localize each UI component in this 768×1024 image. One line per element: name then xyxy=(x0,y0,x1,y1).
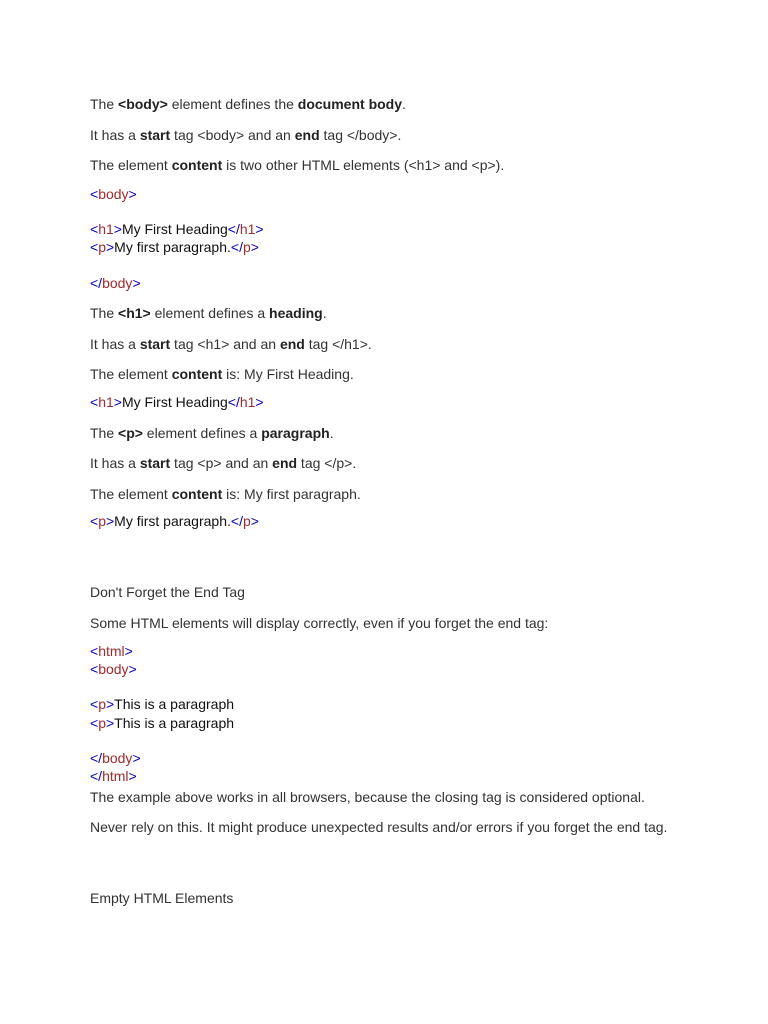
bold-run: start xyxy=(139,455,171,471)
h1-code-line xyxy=(90,393,264,411)
code-tag-name: html xyxy=(102,768,129,784)
code-bracket: > xyxy=(124,643,133,659)
h1-intro-text xyxy=(90,304,327,322)
code-tag-name: body xyxy=(102,275,133,291)
code-bracket: < xyxy=(90,715,99,731)
end-tag-intro: Some HTML elements will display correctly, even if you forget the end tag: xyxy=(90,615,549,631)
code-tag-name: p xyxy=(98,715,106,731)
code-h1-line xyxy=(90,220,264,238)
code-bracket: </ xyxy=(230,513,243,529)
bold-run: start xyxy=(139,336,171,352)
code-tag-name: p xyxy=(242,239,251,255)
bold-run: content xyxy=(171,366,223,382)
code-text: This is a paragraph xyxy=(114,696,235,712)
code-tag-name: body xyxy=(102,750,133,766)
code-bracket: > xyxy=(105,239,115,255)
text-run: tag </p>. xyxy=(297,455,357,471)
bold-run: <body> xyxy=(118,96,168,112)
code-p1-line xyxy=(90,695,234,713)
code-text: My First Heading xyxy=(121,394,228,410)
text-run: tag <body> and an xyxy=(170,127,295,143)
text-run: tag </h1>. xyxy=(304,336,372,352)
code-bracket: </ xyxy=(230,239,243,255)
text-run: . xyxy=(322,305,327,321)
code-bracket: < xyxy=(90,513,99,529)
text-run: The element xyxy=(90,366,172,382)
p-start-end-text xyxy=(90,454,356,472)
code-tag-name: p xyxy=(242,513,251,529)
code-text: My First Heading xyxy=(121,221,228,237)
code-bracket: > xyxy=(128,661,137,677)
code-close-html xyxy=(90,767,137,785)
text-run: element defines a xyxy=(142,425,262,441)
text-run: The xyxy=(90,96,119,112)
bold-run: content xyxy=(171,486,223,502)
text-run: . xyxy=(329,425,334,441)
code-open-body-2 xyxy=(90,660,137,678)
code-tag-name: body xyxy=(98,186,129,202)
body-start-end-text xyxy=(90,126,401,144)
code-text: This is a paragraph xyxy=(114,715,235,731)
code-tag-name: h1 xyxy=(98,394,114,410)
code-bracket: > xyxy=(128,768,137,784)
text-run: It has a xyxy=(90,127,140,143)
text-run: element defines the xyxy=(167,96,298,112)
code-tag-name: h1 xyxy=(239,394,256,410)
code-bracket: < xyxy=(90,394,99,410)
text-run: tag <h1> and an xyxy=(170,336,280,352)
code-tag-name: p xyxy=(98,239,106,255)
code-text: My first paragraph. xyxy=(114,513,231,529)
code-bracket: < xyxy=(90,643,99,659)
code-bracket: </ xyxy=(90,275,103,291)
bold-run: end xyxy=(279,336,305,352)
bold-run: end xyxy=(294,127,320,143)
bold-run: start xyxy=(139,127,171,143)
code-tag-name: p xyxy=(98,513,106,529)
p-content-text xyxy=(90,485,361,503)
text-run: The xyxy=(90,425,119,441)
code-open-body xyxy=(90,185,137,203)
text-run: It has a xyxy=(90,455,140,471)
end-tag-note-1: The example above works in all browsers, because the closing tag is considered optional. xyxy=(90,789,645,805)
code-tag-name: body xyxy=(98,661,129,677)
bold-run: <h1> xyxy=(118,305,151,321)
code-bracket: > xyxy=(132,275,141,291)
code-tag-name: h1 xyxy=(239,221,256,237)
code-p2-line xyxy=(90,714,234,732)
code-bracket: > xyxy=(105,513,115,529)
code-bracket: </ xyxy=(227,394,240,410)
h1-start-end-text xyxy=(90,335,372,353)
end-tag-note-2: Never rely on this. It might produce unexpected results and/or errors if you forget the end tag. xyxy=(90,819,668,835)
code-bracket: > xyxy=(113,394,122,410)
body-intro-text xyxy=(90,95,406,113)
h1-content-text xyxy=(90,365,354,383)
code-bracket: > xyxy=(255,394,264,410)
code-bracket: > xyxy=(113,221,122,237)
code-tag-name: html xyxy=(98,643,125,659)
code-bracket: </ xyxy=(90,768,103,784)
text-run: It has a xyxy=(90,336,140,352)
text-run: The element xyxy=(90,157,172,173)
code-bracket: </ xyxy=(227,221,240,237)
text-run: . xyxy=(402,96,406,112)
text-run: tag </body>. xyxy=(319,127,402,143)
text-run: is: My First Heading. xyxy=(222,366,354,382)
code-bracket: > xyxy=(250,239,259,255)
text-run: is two other HTML elements (<h1> and <p>). xyxy=(222,157,505,173)
empty-elements-heading: Empty HTML Elements xyxy=(90,890,234,906)
code-text: My first paragraph. xyxy=(114,239,231,255)
text-run: The element xyxy=(90,486,172,502)
bold-run: end xyxy=(272,455,298,471)
code-bracket: < xyxy=(90,239,99,255)
text-run: The xyxy=(90,305,119,321)
code-bracket: < xyxy=(90,221,99,237)
code-bracket: < xyxy=(90,696,99,712)
p-intro-text xyxy=(90,424,334,442)
text-run: element defines a xyxy=(150,305,270,321)
p-code-line xyxy=(90,512,259,530)
code-bracket: > xyxy=(105,696,115,712)
code-bracket: > xyxy=(250,513,259,529)
code-bracket: > xyxy=(132,750,141,766)
bold-run: <p> xyxy=(118,425,143,441)
code-bracket: < xyxy=(90,186,99,202)
code-bracket: > xyxy=(255,221,264,237)
end-tag-heading: Don't Forget the End Tag xyxy=(90,584,245,600)
bold-run: heading xyxy=(269,305,323,321)
text-run: tag <p> and an xyxy=(170,455,273,471)
code-tag-name: h1 xyxy=(98,221,114,237)
code-tag-name: p xyxy=(98,696,106,712)
code-bracket: < xyxy=(90,661,99,677)
code-p-line xyxy=(90,238,259,256)
bold-run: document body xyxy=(297,96,403,112)
body-content-text xyxy=(90,156,504,174)
code-close-body xyxy=(90,274,141,292)
code-bracket: > xyxy=(128,186,137,202)
code-bracket: </ xyxy=(90,750,103,766)
code-open-html xyxy=(90,642,133,660)
bold-run: paragraph xyxy=(261,425,330,441)
code-bracket: > xyxy=(105,715,115,731)
text-run: is: My first paragraph. xyxy=(222,486,361,502)
code-close-body-2 xyxy=(90,749,141,767)
bold-run: content xyxy=(171,157,223,173)
